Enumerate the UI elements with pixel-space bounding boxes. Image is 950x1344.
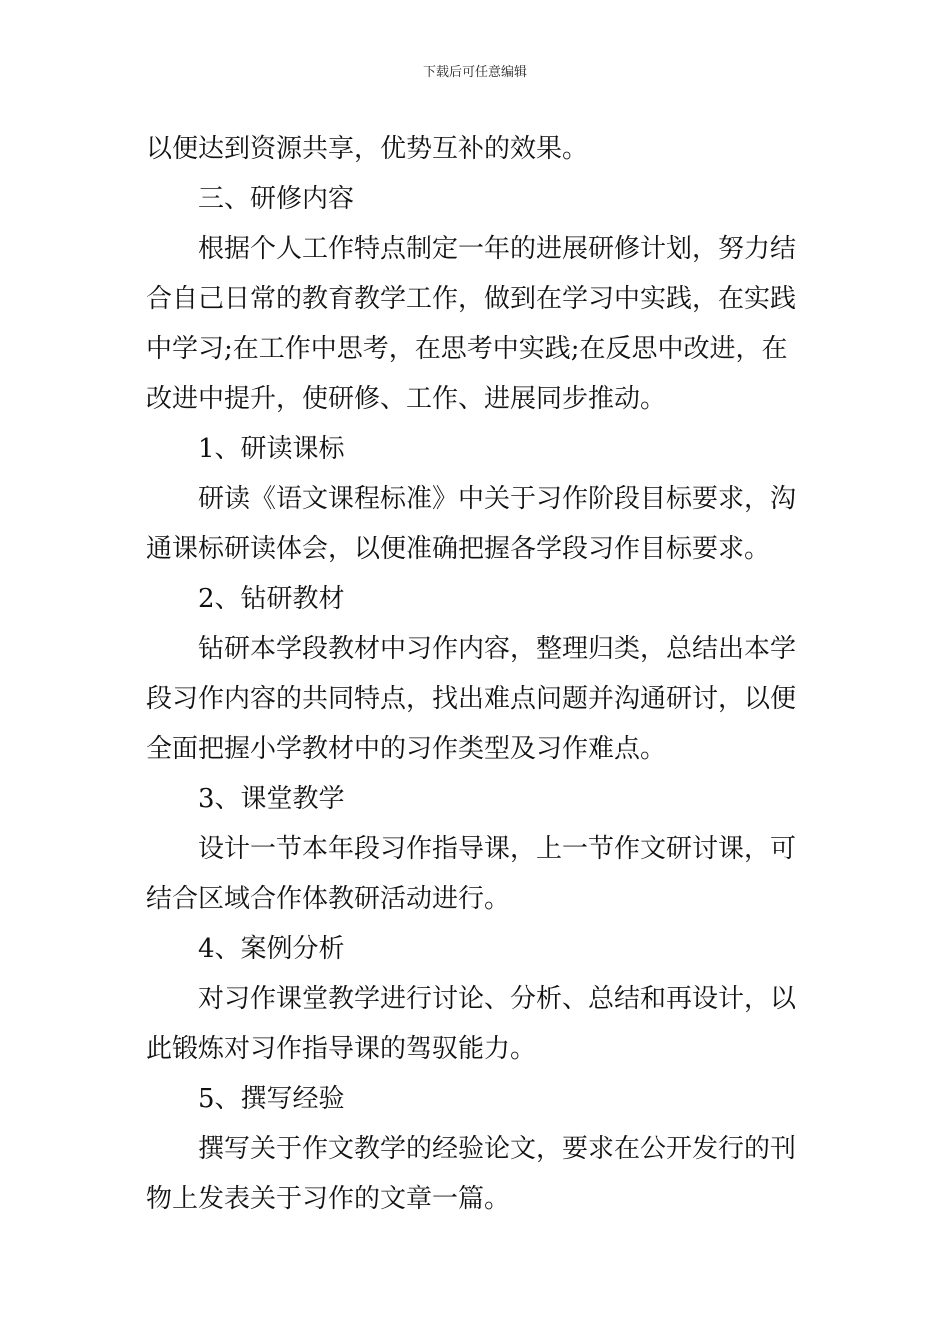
subsection-heading: 3、课堂教学	[198, 784, 345, 814]
paragraph-line: 改进中提升，使研修、工作、进展同步推动。	[146, 384, 667, 414]
section-heading: 三、研修内容	[198, 184, 355, 214]
paragraph-line: 对习作课堂教学进行讨论、分析、总结和再设计，以	[198, 984, 797, 1014]
paragraph-line: 段习作内容的共同特点，找出难点问题并沟通研讨，以便	[146, 684, 797, 714]
subsection-heading: 2、钻研教材	[198, 584, 345, 614]
subsection-heading: 1、研读课标	[198, 434, 345, 464]
subsection-heading: 5、撰写经验	[198, 1084, 345, 1114]
paragraph-line: 中学习;在工作中思考，在思考中实践;在反思中改进，在	[146, 334, 788, 364]
subsection-heading: 4、案例分析	[198, 934, 345, 964]
document-body	[146, 124, 810, 1224]
paragraph-line: 研读《语文课程标准》中关于习作阶段目标要求，沟	[198, 484, 797, 514]
paragraph-line: 合自己日常的教育教学工作，做到在学习中实践，在实践	[146, 284, 797, 314]
page-header-note: 下载后可任意编辑	[422, 65, 527, 80]
paragraph-line: 通课标研读体会，以便准确把握各学段习作目标要求。	[146, 534, 771, 564]
paragraph-line: 全面把握小学教材中的习作类型及习作难点。	[146, 734, 667, 764]
paragraph-line: 钻研本学段教材中习作内容，整理归类，总结出本学	[198, 634, 797, 664]
paragraph-line: 物上发表关于习作的文章一篇。	[146, 1184, 511, 1214]
paragraph-line: 根据个人工作特点制定一年的进展研修计划，努力结	[198, 234, 797, 264]
paragraph-line: 设计一节本年段习作指导课，上一节作文研讨课，可	[198, 834, 797, 864]
paragraph-line: 结合区域合作体教研活动进行。	[146, 884, 511, 914]
paragraph-line: 此锻炼对习作指导课的驾驭能力。	[146, 1034, 537, 1064]
paragraph-line: 以便达到资源共享，优势互补的效果。	[146, 134, 589, 164]
paragraph-line: 撰写关于作文教学的经验论文，要求在公开发行的刊	[198, 1134, 797, 1164]
